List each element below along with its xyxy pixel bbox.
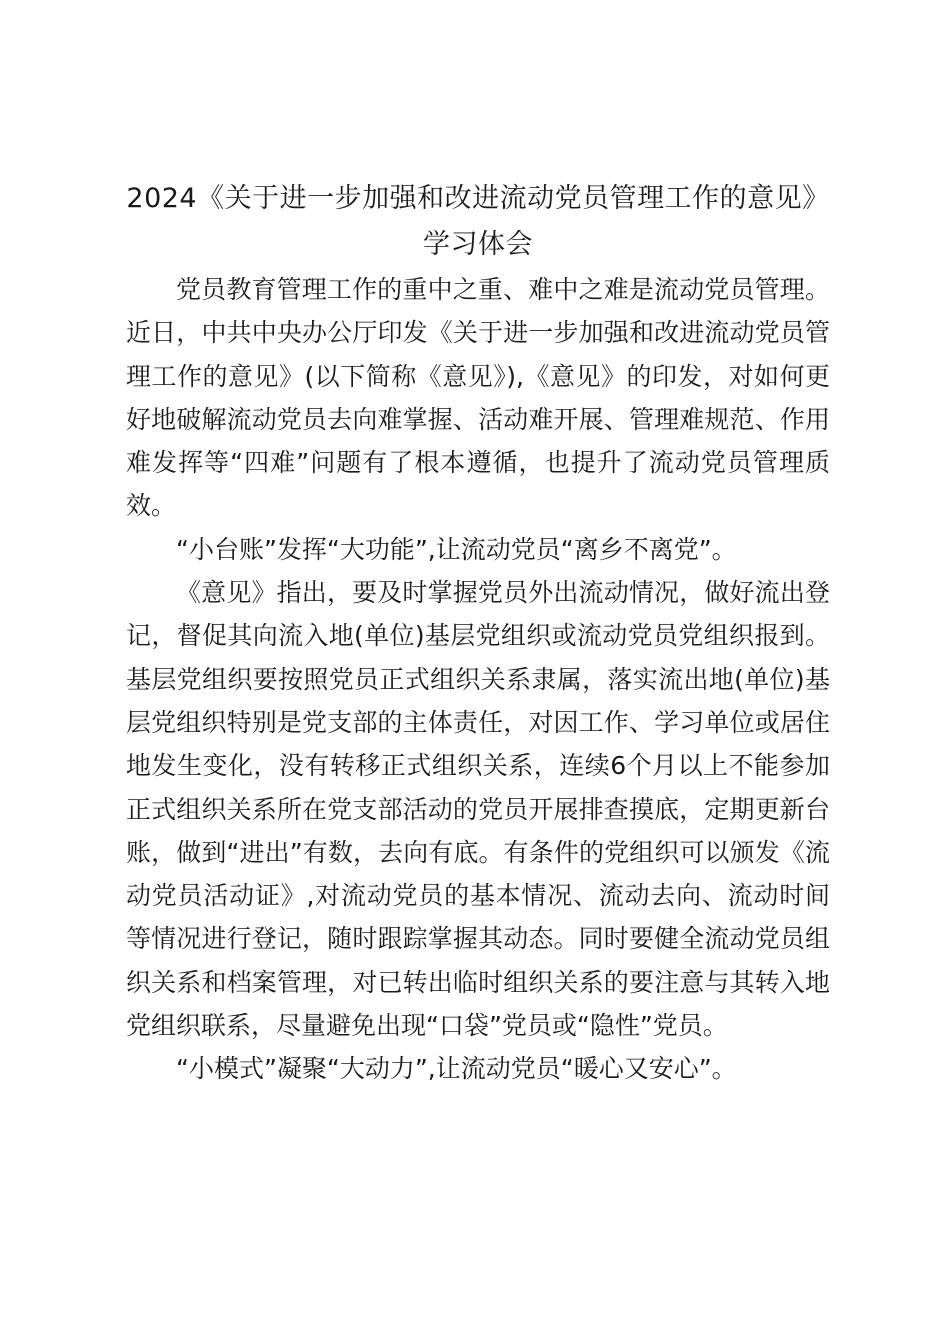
paragraph-heading-ledger: “小台账”发挥“大功能”,让流动党员“离乡不离党”。 — [176, 534, 737, 564]
document-title: 2024《关于进一步加强和改进流动党员管理工作的意见》学习体会 — [126, 183, 830, 260]
paragraph-intro: 党员教育管理工作的重中之重、难中之难是流动党员管理。近日，中共中央办公厅印发《关于进一步加强和改进流动党员管理工作的意见》(以下简称《意见》),《意见》的印发，对如何更好地破解流动党员去向难掌握、活动难开展、管理难规范、作用难发挥等“四难”问题有了根本遵循，也提升了流动党员管理质效。 — [126, 275, 830, 521]
paragraph-heading-model: “小模式”凝聚“大动力”,让流动党员“暖心又安心”。 — [176, 1054, 737, 1084]
document-page — [126, 176, 830, 1091]
paragraph-ledger-body: 《意见》指出，要及时掌握党员外出流动情况，做好流出登记，督促其向流入地(单位)基层党组织或流动党员党组织报到。基层党组织要按照党员正式组织关系隶属，落实流出地(单位)基层党组织特别是党支部的主体责任，对因工作、学习单位或居住地发生变化，没有转移正式组织关系，连续6个月以上不能参加正式组织关系所在党支部活动的党员开展排查摸底，定期更新台账，做到“进出”有数，去向有底。有条件的党组织可以颁发《流动党员活动证》,对流动党员的基本情况、流动去向、流动时间等情况进行登记，随时跟踪掌握其动态。同时要健全流动党员组织关系和档案管理，对已转出临时组织关系的要注意与其转入地党组织联系，尽量避免出现“口袋”党员或“隐性”党员。 — [126, 578, 830, 1041]
